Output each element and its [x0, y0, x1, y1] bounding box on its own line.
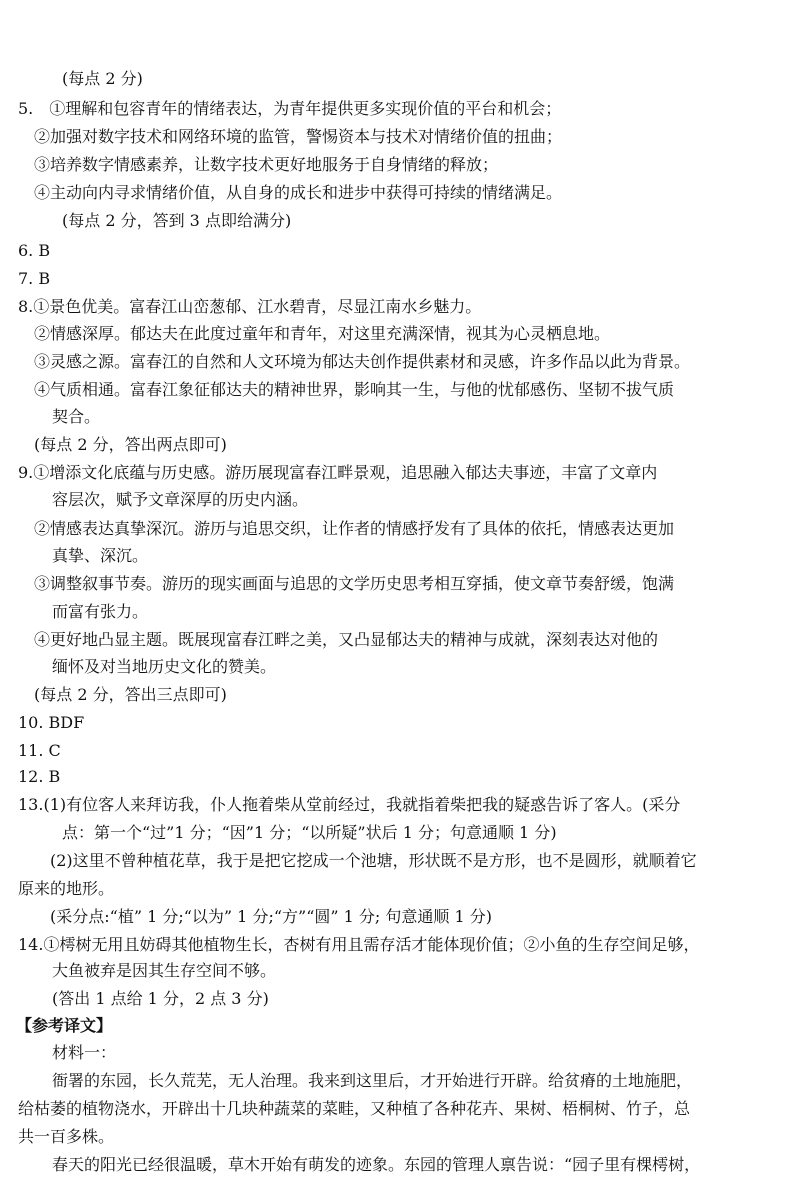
text-line: ②情感深厚。郁达夫在此度过童年和青年，对这里充满深情，视其为心灵栖息地。: [34, 324, 611, 343]
text-line: 衙署的东园，长久荒芜，无人治理。我来到这里后，才开始进行开辟。给贫瘠的土地施肥，: [52, 1071, 693, 1090]
text-line: (答出 1 点给 1 分，2 点 3 分): [52, 989, 269, 1008]
text-line: ④更好地凸显主题。既展现富春江畔之美，又凸显郁达夫的精神与成就，深刻表达对他的: [34, 630, 659, 649]
text-line: 8.①景色优美。富春江山峦葱郁、江水碧青，尽显江南水乡魅力。: [18, 297, 482, 316]
text-line: ④气质相通。富春江象征郁达夫的精神世界，影响其一生，与他的忧郁感伤、坚韧不拔气质: [34, 380, 675, 399]
text-line: 6. B: [18, 241, 51, 260]
text-line: 13.(1)有位客人来拜访我，仆人拖着柴从堂前经过，我就指着柴把我的疑惑告诉了客人。(采分: [18, 795, 681, 814]
text-line: (每点 2 分，答出三点即可): [34, 685, 227, 704]
section-heading: 【参考译文】: [16, 1016, 113, 1035]
text-line: ②加强对数字技术和网络环境的监管，警惕资本与技术对情绪价值的扭曲；: [34, 127, 563, 146]
text-line: ③调整叙事节奏。游历的现实画面与追思的文学历史思考相互穿插，使文章节奏舒缓，饱满: [34, 574, 675, 593]
text-line: (每点 2 分): [62, 69, 143, 88]
text-line: 春天的阳光已经很温暖，草木开始有萌发的迹象。东园的管理人禀告说：“园子里有棵樗树，: [52, 1155, 701, 1174]
text-line: 容层次，赋予文章深厚的历史内涵。: [52, 490, 309, 509]
text-line: 大鱼被弃是因其生存空间不够。: [52, 961, 277, 980]
text-line: ②情感表达真挚深沉。游历与追思交织，让作者的情感抒发有了具体的依托，情感表达更加: [34, 519, 675, 538]
text-line: (每点 2 分，答出两点即可): [34, 435, 227, 454]
text-line: 点：第一个“过”1 分；“因”1 分；“以所疑”状后 1 分；句意通顺 1 分): [62, 823, 557, 842]
text-line: 9.①增添文化底蕴与历史感。游历展现富春江畔景观，追思融入郁达夫事迹，丰富了文章内: [18, 463, 658, 482]
text-line: 7. B: [18, 269, 51, 288]
text-line: 14.①樗树无用且妨碍其他植物生长，杏树有用且需存活才能体现价值；②小鱼的生存空间足够，: [18, 935, 700, 954]
text-line: (2)这里不曾种植花草，我于是把它挖成一个池塘，形状既不是方形，也不是圆形，就顺着它: [50, 851, 697, 870]
text-line: 缅怀及对当地历史文化的赞美。: [52, 657, 277, 676]
text-line: 11. C: [18, 741, 61, 760]
text-line: 原来的地形。: [18, 879, 115, 898]
text-line: (每点 2 分，答到 3 点即给满分): [62, 211, 292, 230]
text-line: 5. ①理解和包容青年的情绪表达，为青年提供更多实现价值的平台和机会；: [18, 99, 562, 118]
text-line: 10. BDF: [18, 713, 85, 732]
text-line: 而富有张力。: [52, 602, 149, 621]
text-line: 真挚、深沉。: [52, 546, 149, 565]
text-line: ④主动向内寻求情绪价值，从自身的成长和进步中获得可持续的情绪满足。: [34, 183, 563, 202]
text-line: ③灵感之源。富春江的自然和人文环境为郁达夫创作提供素材和灵感，许多作品以此为背景。: [34, 352, 691, 371]
text-line: 材料一：: [52, 1043, 117, 1062]
text-line: 共一百多株。: [18, 1127, 115, 1146]
text-line: 12. B: [18, 767, 61, 786]
text-line: (采分点:“植” 1 分;“以为” 1 分;“方”“圆” 1 分; 句意通顺 1 分): [50, 907, 492, 926]
text-line: 契合。: [52, 407, 101, 426]
text-line: ③培养数字情感素养，让数字技术更好地服务于自身情绪的释放；: [34, 155, 499, 174]
text-line: 给枯萎的植物浇水，开辟出十几块种蔬菜的菜畦，又种植了各种花卉、果树、梧桐树、竹子，总: [18, 1099, 691, 1118]
